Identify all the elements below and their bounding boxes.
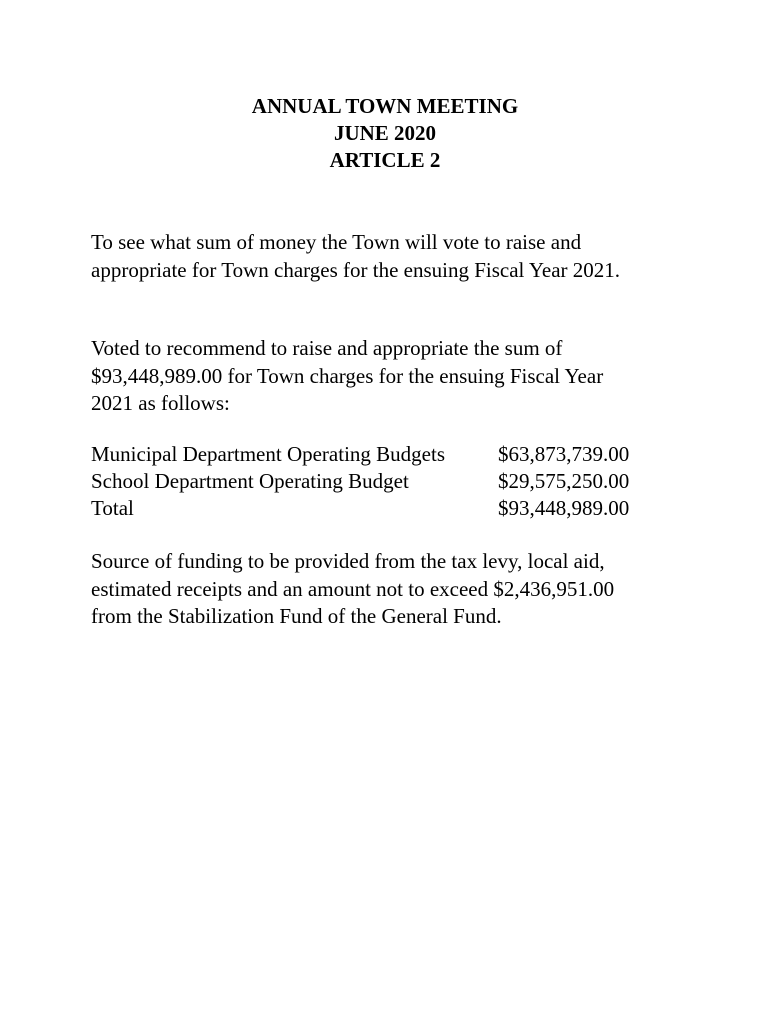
budget-amount: $93,448,989.00	[498, 496, 630, 520]
heading-line-date: JUNE 2020	[333, 121, 437, 145]
budget-row-total	[91, 495, 651, 522]
vote-recommendation-paragraph	[91, 335, 691, 418]
heading-line-article: ARTICLE 2	[329, 148, 441, 172]
heading-line-meeting: ANNUAL TOWN MEETING	[251, 94, 519, 118]
paragraph-line: Source of funding to be provided from the tax levy, local aid,	[91, 549, 605, 573]
paragraph-line: estimated receipts and an amount not to exceed $2,436,951.00	[91, 576, 615, 601]
paragraph-line: 2021 as follows:	[91, 391, 230, 415]
paragraph-line: To see what sum of money the Town will vote to raise and	[91, 230, 582, 254]
budget-label: Municipal Department Operating Budgets	[91, 442, 445, 466]
budget-row-municipal	[91, 441, 651, 468]
funding-source-paragraph	[91, 548, 691, 631]
article-question-paragraph	[91, 229, 691, 284]
paragraph-line: Voted to recommend to raise and appropriate the sum of	[91, 336, 563, 360]
budget-row-school	[91, 468, 651, 495]
paragraph-line: appropriate for Town charges for the ensuing Fiscal Year 2021.	[91, 257, 621, 282]
budget-amount: $29,575,250.00	[498, 469, 630, 493]
document-heading	[0, 93, 770, 174]
budget-table	[91, 441, 651, 522]
paragraph-line: from the Stabilization Fund of the General Fund.	[91, 604, 502, 628]
budget-label: School Department Operating Budget	[91, 469, 409, 493]
budget-amount: $63,873,739.00	[498, 442, 630, 466]
budget-label: Total	[91, 496, 134, 520]
paragraph-line: $93,448,989.00 for Town charges for the ensuing Fiscal Year	[91, 363, 604, 388]
